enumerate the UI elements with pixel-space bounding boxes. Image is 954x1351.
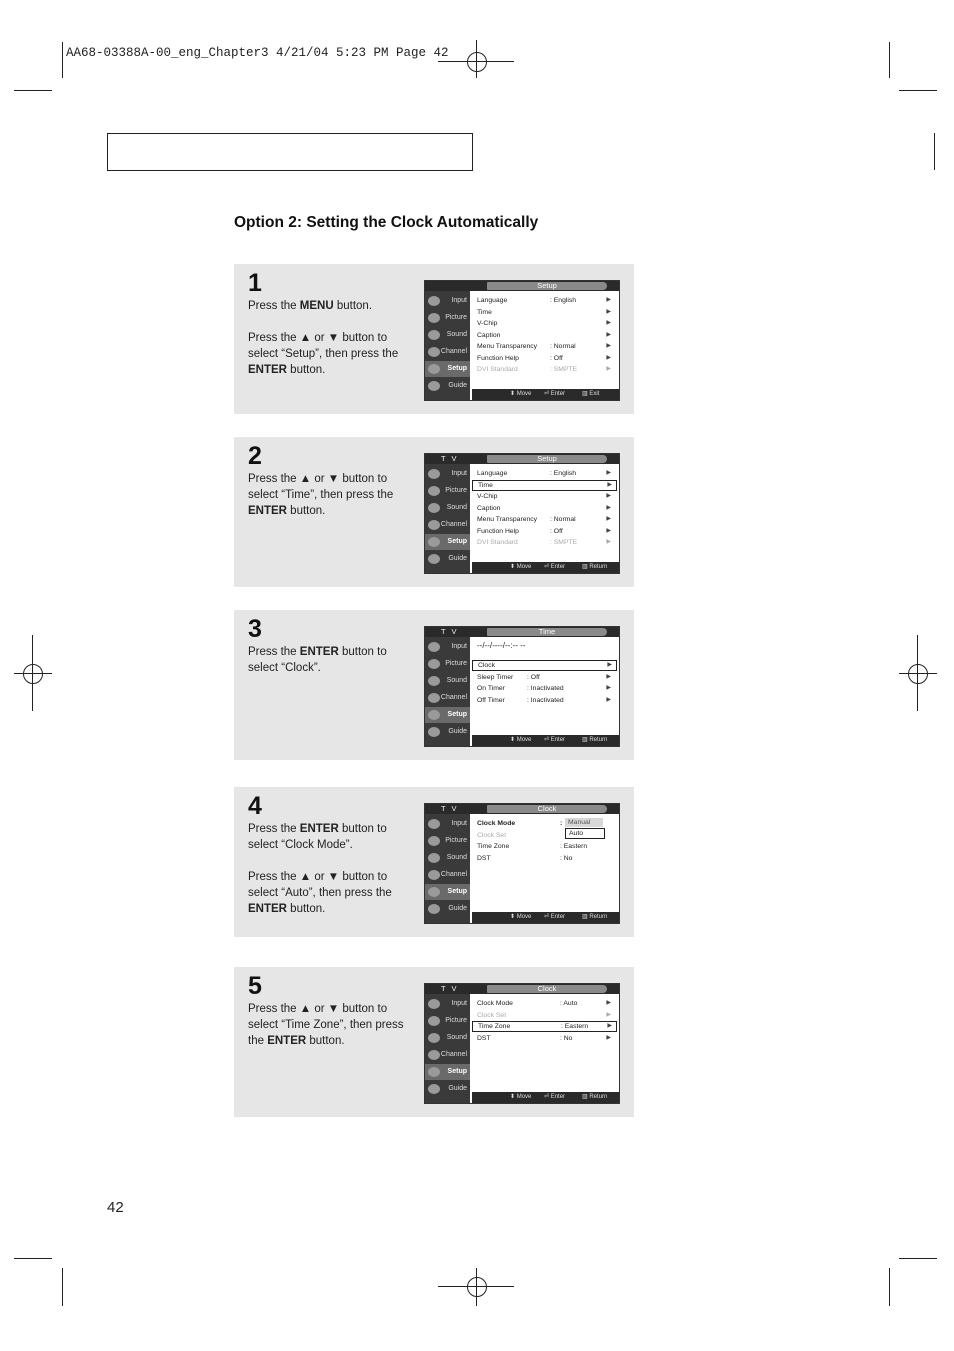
arrow-right-icon: ▶ — [606, 504, 611, 511]
section-title: Option 2: Setting the Clock Automatically — [234, 214, 539, 231]
setup-icon — [428, 537, 440, 547]
sidebar-item-setup — [425, 1064, 470, 1080]
menu-row-label: Sleep Timer — [477, 673, 514, 681]
instruction-paragraph: Press the ▲ or ▼ button to select “Setup”, then press the ENTER button. — [248, 332, 399, 376]
sidebar-item-guide — [425, 378, 470, 394]
tv-menu-screen — [424, 626, 620, 747]
tv-menu-header — [425, 627, 619, 637]
menu-row-label: Clock — [478, 662, 495, 669]
channel-icon — [428, 693, 440, 703]
tv-menu-header — [425, 804, 619, 814]
clock-readout — [472, 640, 615, 651]
menu-row-value: : No — [560, 1034, 573, 1042]
menu-row — [472, 695, 615, 706]
sidebar-item-label: Sound — [446, 1034, 467, 1041]
sidebar-item-label: Input — [451, 297, 467, 304]
sidebar-item-guide — [425, 901, 470, 917]
sidebar-item-label: Channel — [440, 1051, 467, 1058]
menu-row — [472, 353, 615, 364]
menu-row — [472, 503, 615, 514]
sidebar-item-label: Guide — [448, 1085, 467, 1092]
picture-icon — [428, 486, 440, 496]
instruction-paragraph: Press the MENU button. — [248, 300, 373, 312]
menu-row-label: Clock Mode — [477, 1000, 513, 1007]
registration-mark — [908, 664, 928, 684]
picture-icon — [428, 313, 440, 323]
tv-menu-title: Clock — [487, 805, 607, 813]
registration-mark — [476, 40, 477, 78]
menu-row — [472, 1033, 615, 1044]
footer-move: ⬍ Move — [510, 564, 532, 570]
tv-menu-sidebar — [425, 994, 470, 1103]
menu-row-value: : Off — [550, 354, 563, 362]
sidebar-item-label: Setup — [447, 365, 467, 372]
sidebar-item-picture — [425, 656, 470, 672]
print-slug: AA68-03388A-00_eng_Chapter3 4/21/04 5:23 PM Page 42 — [66, 46, 449, 60]
sidebar-item-label: Guide — [448, 905, 467, 912]
tv-menu-screen — [424, 453, 620, 574]
menu-row-label: Language — [477, 297, 508, 304]
tv-mode-label: T V — [441, 627, 459, 636]
registration-mark — [467, 52, 487, 72]
menu-row-value: : English — [550, 297, 577, 304]
menu-row — [472, 364, 615, 375]
sidebar-item-setup — [425, 361, 470, 377]
instruction-paragraph: Press the ▲ or ▼ button to select “Time Zone”, then press the ENTER button. — [248, 1003, 404, 1047]
arrow-right-icon: ▶ — [607, 662, 612, 668]
tv-menu-body — [472, 293, 619, 388]
footer-exit: ▥ Return — [582, 737, 608, 743]
menu-row-label: Menu Transparency — [477, 516, 538, 523]
step-number: 2 — [248, 442, 262, 470]
registration-mark — [899, 673, 937, 674]
input-icon — [428, 296, 440, 306]
sidebar-item-sound — [425, 500, 470, 516]
sidebar-item-picture — [425, 310, 470, 326]
menu-row-label: DST — [477, 1034, 491, 1042]
crop-mark — [899, 1258, 937, 1259]
crop-mark — [14, 1258, 52, 1259]
menu-row-label: On Timer — [477, 685, 505, 692]
arrow-right-icon: ▶ — [607, 481, 612, 488]
tv-mode-label: T V — [441, 804, 459, 813]
sidebar-item-sound — [425, 1030, 470, 1046]
registration-mark — [32, 635, 33, 711]
tv-menu-sidebar — [425, 464, 470, 573]
menu-row-value: : Inactivated — [527, 696, 564, 704]
menu-row-label: Time Zone — [477, 843, 510, 850]
arrow-right-icon: ▶ — [606, 516, 611, 522]
guide-icon — [428, 554, 440, 564]
sound-icon — [428, 503, 440, 513]
menu-row — [472, 318, 615, 329]
menu-row — [472, 480, 617, 491]
instruction-paragraph: Press the ▲ or ▼ button to select “Auto”, then press the ENTER button. — [248, 871, 392, 915]
step-number: 1 — [248, 269, 262, 297]
instruction-paragraph: Press the ENTER button to select “Clock Mode”. — [248, 823, 387, 851]
arrow-right-icon: ▶ — [606, 354, 611, 361]
input-icon — [428, 819, 440, 829]
arrow-right-icon: ▶ — [606, 1011, 611, 1018]
sound-icon — [428, 676, 440, 686]
arrow-right-icon: ▶ — [606, 308, 611, 315]
footer-enter: ⏎ Enter — [544, 914, 566, 920]
input-icon — [428, 469, 440, 479]
sidebar-item-label: Setup — [447, 888, 467, 895]
step-instructions — [248, 471, 413, 519]
tv-menu-screen — [424, 803, 620, 924]
menu-row-value: : Auto — [560, 1000, 578, 1007]
sidebar-item-label: Picture — [445, 1017, 467, 1024]
arrow-right-icon: ▶ — [606, 331, 611, 338]
step-panel — [234, 437, 634, 587]
chapter-header-box — [107, 133, 473, 171]
sidebar-item-input — [425, 466, 470, 482]
arrow-right-icon: ▶ — [606, 493, 611, 499]
channel-icon — [428, 347, 440, 357]
tv-menu-screen — [424, 280, 620, 401]
step-panel — [234, 610, 634, 760]
menu-row — [472, 330, 615, 341]
guide-icon — [428, 904, 440, 914]
crop-mark — [14, 90, 52, 91]
sidebar-item-label: Channel — [440, 521, 467, 528]
input-icon — [428, 642, 440, 652]
step-number: 4 — [248, 792, 262, 820]
menu-row-label: V-Chip — [477, 493, 498, 500]
sidebar-item-input — [425, 816, 470, 832]
sidebar-item-channel — [425, 690, 470, 706]
arrow-right-icon: ▶ — [606, 343, 611, 349]
tv-menu-body — [472, 639, 619, 734]
footer-enter: ⏎ Enter — [544, 564, 566, 570]
step-instructions — [248, 644, 413, 676]
footer-exit: ▥ Return — [582, 1094, 608, 1100]
footer-move: ⬍ Move — [510, 391, 532, 397]
menu-row-label: DST — [477, 854, 491, 862]
crop-mark — [899, 90, 937, 91]
step-panel — [234, 967, 634, 1117]
sidebar-item-label: Picture — [445, 487, 467, 494]
menu-row-value: : Off — [527, 673, 540, 681]
menu-row — [472, 853, 615, 864]
channel-icon — [428, 520, 440, 530]
step-number: 5 — [248, 972, 262, 1000]
arrow-right-icon: ▶ — [606, 673, 611, 680]
menu-row — [472, 660, 617, 671]
registration-mark — [467, 1277, 487, 1297]
sidebar-item-sound — [425, 850, 470, 866]
menu-row-value: : English — [550, 470, 577, 477]
menu-row — [472, 307, 615, 318]
arrow-right-icon: ▶ — [606, 685, 611, 691]
tv-mode-label: T V — [441, 454, 459, 463]
guide-icon — [428, 1084, 440, 1094]
sidebar-item-label: Input — [451, 470, 467, 477]
tv-menu-title: Clock — [487, 985, 607, 993]
sidebar-item-channel — [425, 517, 470, 533]
footer-enter: ⏎ Enter — [544, 391, 566, 397]
sidebar-item-label: Channel — [440, 694, 467, 701]
button-name: ENTER — [267, 1035, 307, 1047]
setup-icon — [428, 710, 440, 720]
crop-mark — [62, 42, 63, 78]
menu-row — [472, 841, 615, 852]
tv-menu-body — [472, 466, 619, 561]
sidebar-item-label: Guide — [448, 555, 467, 562]
menu-row-label: Off Timer — [477, 696, 505, 704]
instruction-paragraph: Press the ▲ or ▼ button to select “Time”, then press the ENTER button. — [248, 473, 394, 517]
picture-icon — [428, 836, 440, 846]
sidebar-item-sound — [425, 673, 470, 689]
sidebar-item-label: Guide — [448, 382, 467, 389]
menu-row-label: Time Zone — [478, 1023, 511, 1030]
button-name: ENTER — [248, 364, 287, 376]
tv-menu-header — [425, 454, 619, 464]
menu-row — [472, 998, 615, 1009]
step-number: 3 — [248, 615, 262, 643]
sidebar-item-channel — [425, 344, 470, 360]
sidebar-item-setup — [425, 884, 470, 900]
crop-mark — [62, 1268, 63, 1306]
registration-mark — [917, 635, 918, 711]
tv-menu-sidebar — [425, 291, 470, 400]
menu-row-value: : Off — [550, 527, 563, 535]
tv-menu-screen — [424, 983, 620, 1104]
tv-menu-sidebar — [425, 637, 470, 746]
button-name: ENTER — [248, 505, 287, 517]
arrow-right-icon: ▶ — [606, 1000, 611, 1006]
sidebar-item-picture — [425, 833, 470, 849]
registration-mark — [14, 673, 52, 674]
tv-menu-footer — [472, 562, 619, 573]
menu-row-label: Time — [477, 308, 492, 316]
menu-row-label: Clock Mode — [477, 820, 516, 827]
menu-row — [472, 468, 615, 479]
menu-row-value: : Eastern — [560, 843, 588, 850]
button-name: ENTER — [299, 646, 339, 658]
step-instructions — [248, 298, 413, 378]
option-manual: Manual — [565, 818, 603, 827]
picture-icon — [428, 659, 440, 669]
tv-menu-header — [425, 984, 619, 994]
tv-menu-header — [425, 281, 619, 291]
footer-move: ⬍ Move — [510, 1094, 532, 1100]
footer-exit: ▥ Return — [582, 564, 608, 570]
button-name: ENTER — [248, 903, 287, 915]
crop-mark — [889, 1268, 890, 1306]
picture-icon — [428, 1016, 440, 1026]
sidebar-item-label: Sound — [446, 504, 467, 511]
footer-enter: ⏎ Enter — [544, 1094, 566, 1100]
tv-menu-footer — [472, 735, 619, 746]
menu-row — [472, 491, 615, 502]
sidebar-item-label: Picture — [445, 314, 467, 321]
menu-row-label: Caption — [477, 504, 501, 512]
step-instructions — [248, 821, 413, 917]
menu-row — [472, 526, 615, 537]
sidebar-item-label: Input — [451, 820, 467, 827]
footer-move: ⬍ Move — [510, 914, 532, 920]
guide-icon — [428, 381, 440, 391]
menu-row-value: : SMPTE — [550, 366, 578, 373]
sidebar-item-label: Channel — [440, 348, 467, 355]
registration-mark — [476, 1268, 477, 1306]
tv-menu-footer — [472, 1092, 619, 1103]
menu-row — [472, 1010, 615, 1021]
sidebar-item-label: Sound — [446, 331, 467, 338]
footer-exit: ▥ Exit — [582, 391, 600, 397]
sidebar-item-label: Picture — [445, 660, 467, 667]
footer-enter: ⏎ Enter — [544, 737, 566, 743]
menu-row-label: V-Chip — [477, 320, 498, 327]
menu-row — [472, 672, 615, 683]
menu-row-value: : — [560, 820, 563, 827]
menu-row-label: Function Help — [477, 527, 519, 535]
menu-row-value: : Normal — [550, 516, 576, 523]
sidebar-item-sound — [425, 327, 470, 343]
menu-row — [472, 1021, 617, 1032]
sidebar-item-label: Setup — [447, 538, 467, 545]
sound-icon — [428, 1033, 440, 1043]
sidebar-item-label: Setup — [447, 711, 467, 718]
footer-exit: ▥ Return — [582, 914, 608, 920]
tv-menu-footer — [472, 389, 619, 400]
sidebar-item-guide — [425, 1081, 470, 1097]
setup-icon — [428, 364, 440, 374]
menu-row — [472, 295, 615, 306]
sidebar-item-label: Picture — [445, 837, 467, 844]
menu-row-label: Function Help — [477, 354, 519, 362]
menu-row-label: Clock Set — [477, 831, 507, 839]
tv-menu-title: Setup — [487, 282, 607, 290]
sidebar-item-setup — [425, 534, 470, 550]
menu-row-label: Menu Transparency — [477, 343, 538, 350]
button-name: ENTER — [299, 823, 339, 835]
menu-row-label: Clock Set — [477, 1011, 507, 1019]
sidebar-item-input — [425, 996, 470, 1012]
step-instructions — [248, 1001, 413, 1049]
page-number: 42 — [107, 1199, 124, 1216]
crop-mark — [889, 42, 890, 78]
sidebar-item-label: Guide — [448, 728, 467, 735]
menu-row-value: : Inactivated — [527, 685, 564, 692]
crop-mark — [934, 133, 935, 170]
sidebar-item-label: Input — [451, 643, 467, 650]
sidebar-item-channel — [425, 1047, 470, 1063]
sidebar-item-channel — [425, 867, 470, 883]
step-panel — [234, 787, 634, 937]
setup-icon — [428, 1067, 440, 1077]
menu-row-value: : Normal — [550, 343, 576, 350]
sound-icon — [428, 330, 440, 340]
menu-row — [472, 537, 615, 548]
sidebar-item-input — [425, 639, 470, 655]
sidebar-item-guide — [425, 724, 470, 740]
arrow-right-icon: ▶ — [606, 320, 611, 326]
sidebar-item-label: Channel — [440, 871, 467, 878]
arrow-right-icon: ▶ — [606, 366, 611, 372]
channel-icon — [428, 870, 440, 880]
menu-row-value: : Eastern — [561, 1023, 589, 1030]
setup-icon — [428, 887, 440, 897]
arrow-right-icon: ▶ — [606, 297, 611, 303]
arrow-right-icon: ▶ — [606, 527, 611, 534]
tv-menu-title: Time — [487, 628, 607, 636]
sidebar-item-picture — [425, 483, 470, 499]
option-auto: Auto — [565, 828, 605, 839]
arrow-right-icon: ▶ — [606, 696, 611, 703]
sidebar-item-label: Sound — [446, 854, 467, 861]
menu-row-value: : No — [560, 854, 573, 862]
step-panel — [234, 264, 634, 414]
sidebar-item-picture — [425, 1013, 470, 1029]
arrow-right-icon: ▶ — [606, 1034, 611, 1041]
instruction-paragraph: Press the ENTER button to select “Clock”. — [248, 646, 387, 674]
tv-menu-sidebar — [425, 814, 470, 923]
arrow-right-icon: ▶ — [606, 470, 611, 476]
menu-row-label: Time — [478, 481, 493, 489]
footer-move: ⬍ Move — [510, 737, 532, 743]
channel-icon — [428, 1050, 440, 1060]
arrow-right-icon: ▶ — [606, 539, 611, 545]
sidebar-item-setup — [425, 707, 470, 723]
registration-mark — [23, 664, 43, 684]
tv-menu-body — [472, 996, 619, 1091]
sidebar-item-input — [425, 293, 470, 309]
tv-menu-body — [472, 816, 619, 911]
clock-readout-text: --/--/----/--:-- -- — [477, 641, 526, 650]
menu-row-label: DVI Standard — [477, 366, 518, 373]
sidebar-item-label: Input — [451, 1000, 467, 1007]
input-icon — [428, 999, 440, 1009]
guide-icon — [428, 727, 440, 737]
sidebar-item-guide — [425, 551, 470, 567]
menu-row — [472, 683, 615, 694]
menu-row-value: : SMPTE — [550, 539, 578, 546]
tv-menu-title: Setup — [487, 455, 607, 463]
menu-row-label: Caption — [477, 331, 501, 339]
menu-row — [472, 514, 615, 525]
tv-menu-footer — [472, 912, 619, 923]
sidebar-item-label: Sound — [446, 677, 467, 684]
sound-icon — [428, 853, 440, 863]
button-name: MENU — [299, 300, 334, 312]
menu-row-label: Language — [477, 470, 508, 477]
tv-mode-label: T V — [441, 984, 459, 993]
arrow-right-icon: ▶ — [607, 1023, 612, 1029]
menu-row-label: DVI Standard — [477, 539, 518, 546]
menu-row — [472, 341, 615, 352]
sidebar-item-label: Setup — [447, 1068, 467, 1075]
